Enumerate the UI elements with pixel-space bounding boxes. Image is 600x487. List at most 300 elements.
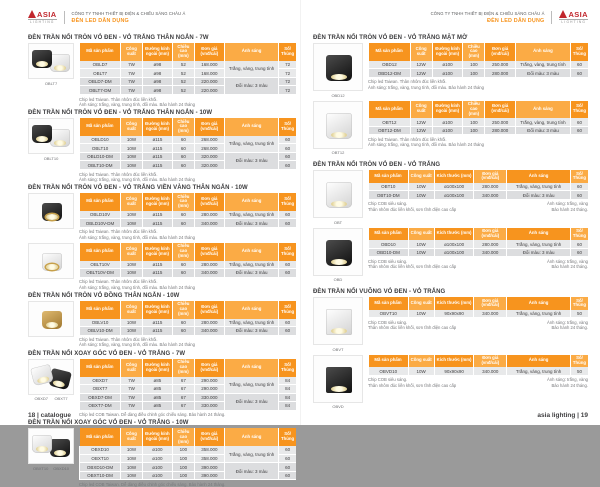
- lamp-illustration: [326, 240, 352, 266]
- lamp-illustration: [32, 125, 52, 143]
- note-line: Ánh sáng: trắng, vàng, trung tính, đổi màu. Bảo hành 24 tháng: [79, 342, 195, 348]
- table-header-row: [369, 170, 589, 183]
- note-line: Ánh sáng: trắng, vàng, trung tính, đổi màu. Bảo hành 24 tháng: [79, 101, 195, 107]
- value-cell: 67: [173, 393, 195, 402]
- product-figure: [28, 428, 74, 471]
- column-header: Số/ Thùng: [570, 170, 588, 183]
- product-photo: [313, 43, 363, 91]
- value-cell: 12W: [410, 69, 432, 78]
- light-type-cell: Trắng, vàng, trung tính: [516, 61, 571, 69]
- product-code-cell: OBD10-DM: [369, 248, 409, 257]
- light-type-cell: Đổi màu: 3 màu: [225, 77, 279, 94]
- section-title: ĐÈN TRẦN NỔI TRÒN VỎ ĐEN - VỎ TRẮNG THÂN NGẮN - 7W: [28, 35, 209, 41]
- column-header: Công suất: [121, 193, 143, 211]
- product-table: [79, 301, 296, 336]
- column-header: Đơn giá (vnđ/cái): [485, 101, 516, 119]
- column-header: Công suất: [121, 43, 143, 61]
- light-type-cell: Đổi màu: 3 màu: [507, 248, 571, 257]
- value-cell: 60: [173, 161, 195, 170]
- header-text: [431, 10, 545, 24]
- light-type-cell: Đổi màu: 3 màu: [516, 69, 571, 78]
- table-and-notes: [368, 228, 588, 270]
- table-header: [369, 228, 589, 241]
- logo-tagline: LIGHTING: [29, 19, 55, 24]
- notes-right: [547, 320, 588, 331]
- product-figure: [28, 243, 74, 279]
- value-cell: ø98: [142, 69, 172, 78]
- product-table: [79, 118, 296, 170]
- column-header: Công suất: [410, 43, 432, 61]
- logo-text: ASIA: [37, 9, 57, 19]
- value-cell: 12W: [410, 126, 432, 135]
- value-cell: ø85: [142, 385, 172, 394]
- note-line: Chip COB siêu sáng.: [368, 201, 408, 207]
- qty-per-box-cell: 60: [279, 211, 296, 219]
- table-row: [369, 191, 589, 200]
- section-title: ĐÈN TRẦN NỔI TRÒN VỎ ĐEN - VỎ TRẮNG: [313, 162, 441, 168]
- section-title: ĐÈN TRẦN NỔI TRÒN VỎ ĐEN - VỎ TRẮNG MẶT MỜ: [313, 35, 468, 41]
- product-notes: [368, 320, 588, 331]
- notes-left: [79, 482, 225, 487]
- value-cell: 52: [173, 69, 195, 78]
- product-code-cell: OBLT10V-DM: [80, 269, 121, 278]
- product-code-cell: OBXD10: [80, 446, 121, 454]
- value-cell: 60: [173, 219, 195, 228]
- product-code-cell: OBLT7-DM: [80, 86, 121, 95]
- table-header: [80, 118, 297, 136]
- value-cell: 10W: [121, 454, 143, 463]
- table-and-notes: [368, 355, 588, 388]
- column-header: Mã sản phẩm: [80, 193, 121, 211]
- table-row: [80, 463, 297, 472]
- table-body: [80, 61, 297, 95]
- lamp-illustration: [50, 54, 70, 72]
- column-header: Số/ Thùng: [279, 243, 296, 261]
- table-body: [80, 319, 297, 336]
- value-cell: ø100: [142, 454, 172, 463]
- column-header: Đơn giá (vnđ/cái): [194, 193, 224, 211]
- column-header: Số/ Thùng: [570, 43, 588, 61]
- product-code-cell: OBXT10-DM: [80, 471, 121, 480]
- qty-per-box-cell: 60: [279, 261, 296, 269]
- lamp-illustration: [326, 367, 352, 393]
- value-cell: 10W: [121, 446, 143, 454]
- qty-per-box-cell: 84: [279, 385, 296, 394]
- asia-lighting-logo: [559, 10, 588, 24]
- value-cell: 10W: [408, 248, 434, 257]
- column-header: Công suất: [408, 355, 434, 368]
- column-header: Đường kính ngoài (mm): [142, 43, 172, 61]
- column-header: Số/ Thùng: [279, 428, 296, 446]
- notes-left: [368, 137, 484, 148]
- table-header-row: [369, 43, 589, 61]
- product-block: [28, 43, 296, 107]
- column-header: Đường kính ngoài (mm): [142, 118, 172, 136]
- table-body: [369, 61, 589, 78]
- qty-per-box-cell: 60: [279, 219, 296, 228]
- product-code-cell: OBLT10V: [80, 261, 121, 269]
- column-header: Đơn giá (vnđ/cái): [194, 359, 224, 377]
- product-photo: [28, 359, 74, 395]
- table-body: [80, 377, 297, 411]
- light-type-cell: Đổi màu: 3 màu: [225, 463, 279, 480]
- qty-per-box-cell: 60: [279, 446, 296, 454]
- table-and-notes: [368, 297, 588, 330]
- column-header: Đơn giá (vnđ/cái): [194, 118, 224, 136]
- catalogue-section: [28, 293, 296, 348]
- header-text: [72, 10, 186, 24]
- value-cell: 60: [173, 136, 195, 144]
- product-block: [28, 359, 296, 418]
- table-row: [369, 118, 589, 126]
- column-header: Chiều cao (mm): [173, 301, 195, 319]
- column-header: Đơn giá (vnđ/cái): [474, 297, 507, 310]
- notes-left: [368, 259, 456, 270]
- catalogue-section: [28, 35, 296, 107]
- lamp-illustration: [50, 439, 70, 457]
- qty-per-box-cell: 60: [279, 144, 296, 153]
- column-header: Mã sản phẩm: [80, 118, 121, 136]
- value-cell: ø115: [142, 269, 172, 278]
- product-code-cell: OBLT10-DM: [80, 161, 121, 170]
- qty-per-box-cell: 72: [279, 77, 296, 86]
- product-notes: [79, 412, 296, 417]
- column-header: Kích thước (mm): [434, 297, 474, 310]
- value-cell: 10W: [121, 471, 143, 480]
- page-header: [313, 10, 588, 30]
- table-row: [369, 61, 589, 69]
- value-cell: 100: [463, 126, 485, 135]
- product-notes: [79, 97, 296, 108]
- value-cell: 10W: [121, 136, 143, 144]
- product-code-caption: OBD: [333, 277, 343, 282]
- product-code-cell: OBVD10: [369, 367, 409, 375]
- value-cell: 100: [173, 471, 195, 480]
- table-and-notes: [79, 359, 296, 418]
- table-and-notes: [368, 101, 588, 148]
- note-line: Ánh sáng: trắng, vàng, trung tính, đổi màu. Bảo hành 24 tháng: [79, 176, 195, 182]
- product-photo: [313, 228, 363, 276]
- product-figure: [28, 193, 74, 229]
- table-row: [80, 327, 297, 336]
- note-line: Chip led Taiwan. Thân nhôm đúc liền khối.: [79, 96, 158, 102]
- note-line: Bảo hành 24 tháng.: [551, 206, 588, 212]
- product-photo: [28, 118, 74, 154]
- product-photo: [28, 301, 74, 337]
- light-type-cell: Trắng, vàng, trung tính: [225, 377, 279, 394]
- value-cell: 10W: [408, 183, 434, 191]
- column-header: Ánh sáng: [225, 193, 279, 211]
- qty-per-box-cell: 60: [279, 152, 296, 161]
- table-row: [80, 393, 297, 402]
- qty-per-box-cell: 60: [279, 327, 296, 336]
- table-header: [369, 355, 589, 368]
- page-header: [28, 10, 296, 30]
- product-code-caption: OBVD: [332, 404, 344, 409]
- value-cell: 280.000: [485, 126, 516, 135]
- value-cell: 330.000: [194, 393, 224, 402]
- note-line: Bảo hành 24 tháng.: [551, 382, 588, 388]
- table-row: [80, 319, 297, 327]
- note-line: Bảo hành 24 tháng.: [551, 325, 588, 331]
- product-block: [313, 101, 588, 156]
- qty-per-box-cell: 72: [279, 69, 296, 78]
- light-type-cell: Đổi màu: 3 màu: [225, 152, 279, 169]
- note-line: Ánh sáng: trắng, vàng: [547, 258, 588, 264]
- value-cell: 90x90x90: [434, 367, 474, 375]
- section-title: ĐÈN TRẦN NỔI XOAY GÓC VỎ ĐEN - VỎ TRẮNG - 7W: [28, 350, 186, 357]
- product-block: [28, 243, 296, 290]
- product-photo-caption: [313, 93, 363, 98]
- column-header: Mã sản phẩm: [369, 101, 411, 119]
- product-code-cell: OBLV10-DM: [80, 327, 121, 336]
- column-header: Mã sản phẩm: [369, 355, 409, 368]
- note-line: Ánh sáng: trắng, vàng, trung tính, đổi màu. Bảo hành 24 tháng: [368, 142, 484, 148]
- qty-per-box-cell: 60: [279, 161, 296, 170]
- product-block: [313, 355, 588, 410]
- product-code-caption: OBXD10: [53, 465, 70, 471]
- table-row: [80, 377, 297, 385]
- notes-left: [368, 79, 484, 90]
- value-cell: ø100: [142, 446, 172, 454]
- value-cell: 60: [173, 152, 195, 161]
- column-header: Mã sản phẩm: [369, 43, 411, 61]
- product-figure: [313, 170, 363, 225]
- table-body: [80, 261, 297, 278]
- value-cell: 10W: [121, 152, 143, 161]
- lamp-illustration: [42, 311, 62, 329]
- qty-per-box-cell: 84: [279, 402, 296, 411]
- product-photo: [28, 193, 74, 229]
- catalogue-section: [28, 185, 296, 290]
- column-header: Mã sản phẩm: [80, 301, 121, 319]
- section-title: ĐÈN TRẦN NỔI TRÒN VỎ ĐỒNG THÂN NGẮN - 10W: [28, 292, 180, 299]
- value-cell: 10W: [121, 327, 143, 336]
- company-name: CÔNG TY TNHH THIẾT BỊ ĐIỆN & CHIẾU SÁNG CHÂU Á: [71, 11, 186, 16]
- qty-per-box-cell: 50: [570, 310, 588, 318]
- value-cell: 7W: [121, 69, 143, 78]
- value-cell: ø100x100: [434, 183, 474, 191]
- light-type-cell: Trắng, vàng, trung tính: [507, 310, 571, 318]
- product-code-cell: OBLD7-DM: [80, 77, 121, 86]
- value-cell: 10W: [408, 191, 434, 200]
- catalogue-section: [28, 420, 296, 487]
- table-header-row: [80, 428, 297, 446]
- table-row: [369, 248, 589, 257]
- notes-left: [79, 97, 195, 108]
- notes-left: [368, 377, 456, 388]
- value-cell: 290.000: [194, 377, 224, 385]
- product-photo: [313, 297, 363, 345]
- value-cell: 7W: [121, 377, 143, 385]
- value-cell: ø115: [142, 144, 172, 153]
- value-cell: ø115: [142, 261, 172, 269]
- column-header: Đường kính ngoài (mm): [142, 193, 172, 211]
- value-cell: 100: [173, 446, 195, 454]
- value-cell: ø100: [142, 463, 172, 472]
- light-type-cell: Trắng, vàng, trung tính: [225, 446, 279, 463]
- value-cell: ø115: [142, 161, 172, 170]
- division-name: ĐÈN LED DÂN DỤNG: [71, 17, 129, 24]
- product-photo: [313, 170, 363, 218]
- product-notes: [368, 137, 588, 148]
- table-and-notes: [79, 43, 296, 107]
- column-header: Ánh sáng: [516, 101, 571, 119]
- column-header: Số/ Thùng: [570, 228, 588, 241]
- column-header: Đơn giá (vnđ/cái): [194, 243, 224, 261]
- table-body: [80, 136, 297, 170]
- value-cell: 340.000: [474, 310, 507, 318]
- product-code-caption: OBXT10: [32, 465, 49, 471]
- notes-left: [368, 201, 456, 212]
- value-cell: ø115: [142, 152, 172, 161]
- product-notes: [79, 337, 296, 348]
- value-cell: 220.000: [194, 86, 224, 95]
- product-block: [28, 118, 296, 182]
- qty-per-box-cell: 60: [570, 118, 588, 126]
- value-cell: 52: [173, 61, 195, 69]
- table-header: [80, 243, 297, 261]
- value-cell: 320.000: [194, 161, 224, 170]
- value-cell: ø85: [142, 377, 172, 385]
- value-cell: ø85: [142, 393, 172, 402]
- product-photo: [28, 43, 74, 79]
- table-and-notes: [79, 301, 296, 348]
- light-type-cell: Đổi màu: 3 màu: [225, 219, 279, 228]
- value-cell: 67: [173, 402, 195, 411]
- product-notes: [79, 172, 296, 183]
- section-title: ĐÈN TRẦN NỔI XOAY GÓC VỎ ĐEN - VỎ TRẮNG - 10W: [28, 420, 189, 427]
- table-header-row: [80, 118, 297, 136]
- value-cell: 100: [463, 118, 485, 126]
- table-row: [80, 152, 297, 161]
- note-line: Ánh sáng: trắng, vàng: [547, 319, 588, 325]
- product-block: [28, 193, 296, 240]
- column-header: Đường kính ngoài (mm): [142, 301, 172, 319]
- product-code-caption: OBLT7: [44, 80, 58, 86]
- product-code-cell: OBD10: [369, 240, 409, 248]
- value-cell: 10W: [121, 211, 143, 219]
- product-block: [313, 43, 588, 98]
- product-code-cell: OBT12: [369, 118, 411, 126]
- catalogue-page-right: [300, 0, 600, 425]
- table-body: [80, 211, 297, 228]
- value-cell: 340.000: [194, 327, 224, 336]
- column-header: Đơn giá (vnđ/cái): [485, 43, 516, 61]
- table-and-notes: [368, 170, 588, 212]
- column-header: Công suất: [121, 118, 143, 136]
- note-line: Chip led COB Taiwan. Dễ dàng điều chỉnh góc chiếu sáng. Bảo hành 24 tháng.: [79, 481, 226, 487]
- qty-per-box-cell: 60: [279, 269, 296, 278]
- product-code-cell: OBT10-DM: [369, 191, 409, 200]
- value-cell: 168.000: [194, 69, 224, 78]
- product-photo-caption: [28, 156, 74, 161]
- column-header: Đường kính ngoài (mm): [142, 359, 172, 377]
- product-table: [368, 228, 588, 258]
- value-cell: 168.000: [194, 61, 224, 69]
- note-line: Bảo hành 24 tháng.: [551, 264, 588, 270]
- product-notes: [368, 259, 588, 270]
- company-name: CÔNG TY TNHH THIẾT BỊ ĐIỆN & CHIẾU SÁNG CHÂU Á: [430, 11, 545, 16]
- light-type-cell: Trắng, vàng, trung tính: [225, 136, 279, 153]
- product-table: [368, 101, 588, 136]
- logo-row: [559, 10, 588, 18]
- column-header: Mã sản phẩm: [80, 428, 121, 446]
- value-cell: 10W: [408, 240, 434, 248]
- note-line: Ánh sáng: trắng, vàng, trung tính, đổi màu. Bảo hành 24 tháng: [79, 234, 195, 240]
- product-table: [79, 193, 296, 228]
- notes-right: [547, 201, 588, 212]
- qty-per-box-cell: 50: [570, 367, 588, 375]
- value-cell: 280.000: [194, 319, 224, 327]
- lamp-illustration: [50, 129, 70, 147]
- value-cell: ø100: [432, 118, 463, 126]
- column-header: Ánh sáng: [225, 428, 279, 446]
- logo-text: ASIA: [568, 9, 588, 19]
- value-cell: 250.000: [485, 118, 516, 126]
- product-figure: [28, 43, 74, 86]
- value-cell: 10W: [408, 367, 434, 375]
- product-notes: [79, 279, 296, 290]
- qty-per-box-cell: 60: [279, 136, 296, 144]
- value-cell: 60: [173, 144, 195, 153]
- note-line: Chip led Taiwan. Thân nhôm đúc liền khối.: [79, 279, 158, 285]
- value-cell: ø85: [142, 402, 172, 411]
- value-cell: 10W: [121, 144, 143, 153]
- value-cell: 7W: [121, 77, 143, 86]
- value-cell: 10W: [121, 463, 143, 472]
- note-line: Chip COB siêu sáng.: [368, 258, 408, 264]
- section-title: ĐÈN TRẦN NỔI TRÒN VỎ ĐEN - VỎ TRẮNG THÂN NGẮN - 10W: [28, 110, 213, 116]
- value-cell: 52: [173, 77, 195, 86]
- value-cell: ø115: [142, 211, 172, 219]
- value-cell: ø100x100: [434, 191, 474, 200]
- column-header: Số/ Thùng: [279, 301, 296, 319]
- column-header: Đơn giá (vnđ/cái): [474, 228, 507, 241]
- light-type-cell: Trắng, vàng, trung tính: [225, 261, 279, 269]
- product-code-caption: OBXT7: [54, 396, 68, 402]
- value-cell: 340.000: [194, 219, 224, 228]
- value-cell: ø115: [142, 327, 172, 336]
- column-header: Đường kính ngoài (mm): [432, 43, 463, 61]
- table-header-row: [369, 228, 589, 241]
- value-cell: 10W: [121, 219, 143, 228]
- product-notes: [368, 201, 588, 212]
- table-row: [369, 310, 589, 318]
- column-header: Đường kính ngoài (mm): [142, 243, 172, 261]
- table-header: [369, 297, 589, 310]
- column-header: Ánh sáng: [225, 43, 279, 61]
- table-header: [80, 359, 297, 377]
- product-block: [28, 428, 296, 487]
- column-header: Đường kính ngoài (mm): [432, 101, 463, 119]
- value-cell: 60: [173, 319, 195, 327]
- value-cell: 60: [173, 261, 195, 269]
- catalogue-section: [28, 351, 296, 418]
- value-cell: 268.000: [194, 144, 224, 153]
- qty-per-box-cell: 60: [570, 126, 588, 135]
- product-photo-caption: [313, 150, 363, 155]
- table-header: [80, 301, 297, 319]
- qty-per-box-cell: 84: [279, 377, 296, 385]
- note-line: Chip led Taiwan. Thân nhôm đúc liền khối.: [79, 337, 158, 343]
- product-code-cell: OBLD10V: [80, 211, 121, 219]
- value-cell: ø98: [142, 61, 172, 69]
- product-block: [28, 301, 296, 348]
- table-header: [369, 170, 589, 183]
- table-and-notes: [79, 243, 296, 290]
- table-body: [369, 310, 589, 318]
